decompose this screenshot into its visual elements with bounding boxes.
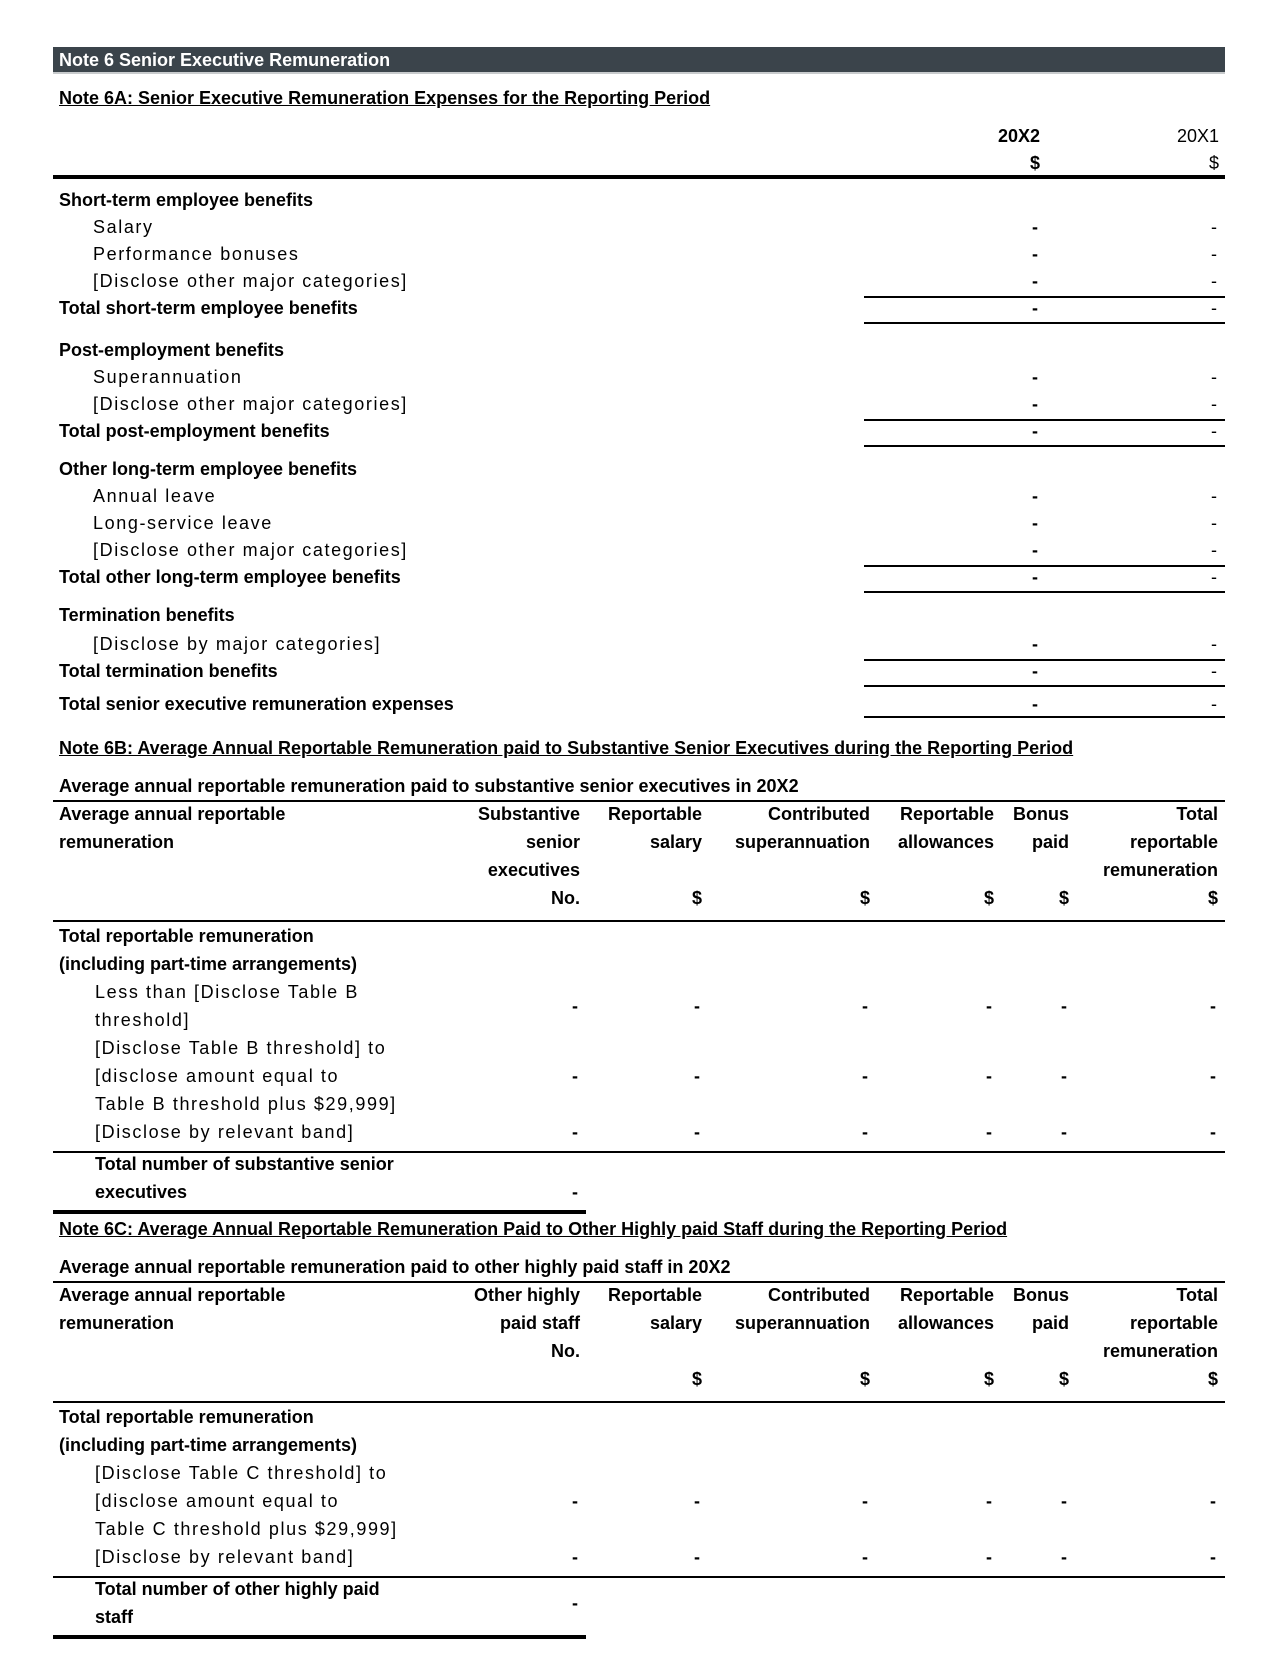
band-value: - [862, 1491, 868, 1511]
section-heading: Other long-term employee benefits [59, 459, 358, 479]
value-20x1: - [1211, 567, 1217, 587]
table-subtitle: Average annual reportable remuneration paid to other highly paid staff in 20X2 [59, 1257, 731, 1277]
row-header: remuneration [59, 832, 175, 852]
row-header: remuneration [59, 1313, 175, 1333]
band-value: - [986, 1547, 992, 1567]
section-total-label: Total other long-term employee benefits [59, 567, 401, 587]
band-value: - [694, 1491, 700, 1511]
band-value: - [862, 1122, 868, 1142]
header-bottom-rule [53, 1401, 1225, 1403]
value-20x2: - [1032, 540, 1038, 560]
column-header: $ [859, 888, 870, 908]
column-header: Total [1176, 804, 1218, 824]
column-header: salary [649, 1313, 702, 1333]
header-rule [53, 175, 1225, 179]
total-count-label: Total number of substantive senior [95, 1154, 394, 1174]
note-header-bar [53, 47, 1225, 74]
band-value: - [862, 996, 868, 1016]
column-header: Other highly [473, 1285, 580, 1305]
column-header: No. [551, 1341, 580, 1361]
value-20x1: - [1211, 394, 1217, 414]
value-20x2: - [1032, 367, 1038, 387]
value-20x2: - [1032, 694, 1038, 714]
band-label: Table B threshold plus $29,999] [95, 1094, 397, 1114]
column-header: Bonus [1013, 804, 1069, 824]
column-unit: $ [1208, 153, 1219, 173]
column-unit: $ [1029, 153, 1040, 173]
rows-bottom-rule [53, 1576, 1225, 1578]
band-value: - [572, 1066, 578, 1086]
band-label: [Disclose Table B threshold] to [95, 1038, 387, 1058]
column-header: $ [983, 1369, 994, 1389]
column-header: remuneration [1102, 1341, 1218, 1361]
value-20x2: - [1032, 298, 1038, 318]
column-header: $ [1058, 1369, 1069, 1389]
total-count-label: Total number of other highly paid [95, 1579, 380, 1599]
band-value: - [694, 1122, 700, 1142]
column-header: Substantive [477, 804, 580, 824]
band-label: Less than [Disclose Table B [95, 982, 359, 1002]
line-item-label: Annual leave [93, 486, 217, 506]
band-value: - [1061, 1122, 1067, 1142]
column-header: $ [691, 1369, 702, 1389]
line-item-label: Superannuation [93, 367, 243, 387]
value-20x1: - [1211, 486, 1217, 506]
subtotal-rule [864, 296, 1225, 298]
band-value: - [572, 996, 578, 1016]
value-20x2: - [1032, 567, 1038, 587]
band-value: - [862, 1547, 868, 1567]
value-20x2: - [1032, 661, 1038, 681]
note-6a-title: Note 6A: Senior Executive Remuneration Expenses for the Reporting Period [59, 88, 711, 108]
total-count-value: - [572, 1593, 578, 1613]
column-header: paid staff [499, 1313, 580, 1333]
section-total-label: Total post-employment benefits [59, 421, 330, 441]
total-count-label: staff [95, 1607, 134, 1627]
band-value: - [694, 996, 700, 1016]
band-value: - [1061, 996, 1067, 1016]
column-header: Reportable [607, 1285, 702, 1305]
table-top-rule [53, 800, 1225, 802]
band-value: - [1061, 1547, 1067, 1567]
column-header: allowances [897, 832, 994, 852]
note-6c-title: Note 6C: Average Annual Reportable Remuneration Paid to Other Highly paid Staff during the Reporting Period [59, 1219, 1008, 1239]
row-header: Average annual reportable [59, 804, 286, 824]
column-header: $ [1207, 888, 1218, 908]
column-header: No. [551, 888, 580, 908]
line-item-label: [Disclose other major categories] [93, 394, 408, 414]
band-label: threshold] [95, 1010, 191, 1030]
total-bottom-rule [53, 1210, 586, 1214]
value-20x1: - [1211, 634, 1217, 654]
value-20x1: - [1211, 694, 1217, 714]
group-heading: (including part-time arrangements) [59, 954, 358, 974]
band-value: - [1210, 996, 1216, 1016]
column-header: $ [691, 888, 702, 908]
band-value: - [572, 1491, 578, 1511]
value-20x2: - [1032, 394, 1038, 414]
line-item-label: Salary [93, 217, 154, 237]
column-header: Total [1176, 1285, 1218, 1305]
value-20x2: - [1032, 421, 1038, 441]
column-header: $ [1058, 888, 1069, 908]
column-header: remuneration [1102, 860, 1218, 880]
group-heading: (including part-time arrangements) [59, 1435, 358, 1455]
column-header: $ [1207, 1369, 1218, 1389]
value-20x1: - [1211, 661, 1217, 681]
column-header: Contributed [768, 804, 870, 824]
band-value: - [1210, 1066, 1216, 1086]
section-heading: Short-term employee benefits [59, 190, 314, 210]
band-value: - [572, 1122, 578, 1142]
column-header: paid [1031, 1313, 1069, 1333]
grand-total-label: Total senior executive remuneration expenses [59, 694, 454, 714]
note-6b-title: Note 6B: Average Annual Reportable Remuneration paid to Substantive Senior Executives during the Reporting Period [59, 738, 1074, 758]
column-year-20x2: 20X2 [997, 126, 1040, 146]
band-value: - [1210, 1547, 1216, 1567]
group-heading: Total reportable remuneration [59, 926, 314, 946]
value-20x1: - [1211, 513, 1217, 533]
band-value: - [1210, 1122, 1216, 1142]
column-header: reportable [1129, 1313, 1218, 1333]
band-label: [disclose amount equal to [95, 1066, 340, 1086]
column-header: paid [1031, 832, 1069, 852]
band-value: - [694, 1066, 700, 1086]
value-20x2: - [1032, 634, 1038, 654]
total-count-label: executives [95, 1182, 188, 1202]
band-label: [Disclose by relevant band] [95, 1122, 355, 1142]
line-item-label: Long-service leave [93, 513, 273, 533]
header-bottom-rule [53, 920, 1225, 922]
section-heading: Post-employment benefits [59, 340, 285, 360]
band-value: - [1210, 1491, 1216, 1511]
band-value: - [694, 1547, 700, 1567]
grand-total-rule [864, 716, 1225, 718]
total-rule [864, 591, 1225, 593]
section-total-label: Total termination benefits [59, 661, 278, 681]
table-top-rule [53, 1281, 1225, 1283]
column-header: superannuation [734, 832, 870, 852]
value-20x2: - [1032, 217, 1038, 237]
total-bottom-rule [53, 1635, 586, 1639]
band-label: [disclose amount equal to [95, 1491, 340, 1511]
value-20x2: - [1032, 486, 1038, 506]
value-20x1: - [1211, 298, 1217, 318]
column-header: Bonus [1013, 1285, 1069, 1305]
column-header: $ [859, 1369, 870, 1389]
column-header: Contributed [768, 1285, 870, 1305]
line-item-label: [Disclose other major categories] [93, 540, 408, 560]
band-label: Table C threshold plus $29,999] [95, 1519, 398, 1539]
band-value: - [986, 1066, 992, 1086]
note-header-title: Note 6 Senior Executive Remuneration [59, 50, 391, 70]
value-20x1: - [1211, 271, 1217, 291]
line-item-label: [Disclose other major categories] [93, 271, 408, 291]
total-rule [864, 685, 1225, 687]
rows-bottom-rule [53, 1151, 1225, 1153]
column-year-20x1: 20X1 [1176, 126, 1219, 146]
column-header: senior [525, 832, 580, 852]
value-20x1: - [1211, 367, 1217, 387]
table-subtitle: Average annual reportable remuneration paid to substantive senior executives in 20X2 [59, 776, 799, 796]
band-value: - [986, 1122, 992, 1142]
band-value: - [986, 996, 992, 1016]
column-header: Reportable [899, 804, 994, 824]
band-value: - [1061, 1066, 1067, 1086]
column-header: salary [649, 832, 702, 852]
column-header: $ [983, 888, 994, 908]
band-value: - [572, 1547, 578, 1567]
value-20x2: - [1032, 271, 1038, 291]
column-header: Reportable [607, 804, 702, 824]
row-header: Average annual reportable [59, 1285, 286, 1305]
total-rule [864, 445, 1225, 447]
column-header: executives [487, 860, 580, 880]
subtotal-rule [864, 565, 1225, 567]
line-item-label: Performance bonuses [93, 244, 300, 264]
subtotal-rule [864, 419, 1225, 421]
band-value: - [862, 1066, 868, 1086]
band-label: [Disclose Table C threshold] to [95, 1463, 388, 1483]
value-20x1: - [1211, 244, 1217, 264]
line-item-label: [Disclose by major categories] [93, 634, 382, 654]
value-20x1: - [1211, 540, 1217, 560]
section-total-label: Total short-term employee benefits [59, 298, 358, 318]
column-header: superannuation [734, 1313, 870, 1333]
value-20x1: - [1211, 421, 1217, 441]
column-header: Reportable [899, 1285, 994, 1305]
subtotal-rule [864, 659, 1225, 661]
total-count-value: - [572, 1182, 578, 1202]
value-20x2: - [1032, 513, 1038, 533]
section-heading: Termination benefits [59, 605, 235, 625]
total-rule [864, 322, 1225, 324]
column-header: reportable [1129, 832, 1218, 852]
value-20x1: - [1211, 217, 1217, 237]
band-label: [Disclose by relevant band] [95, 1547, 355, 1567]
band-value: - [986, 1491, 992, 1511]
group-heading: Total reportable remuneration [59, 1407, 314, 1427]
band-value: - [1061, 1491, 1067, 1511]
column-header: allowances [897, 1313, 994, 1333]
value-20x2: - [1032, 244, 1038, 264]
